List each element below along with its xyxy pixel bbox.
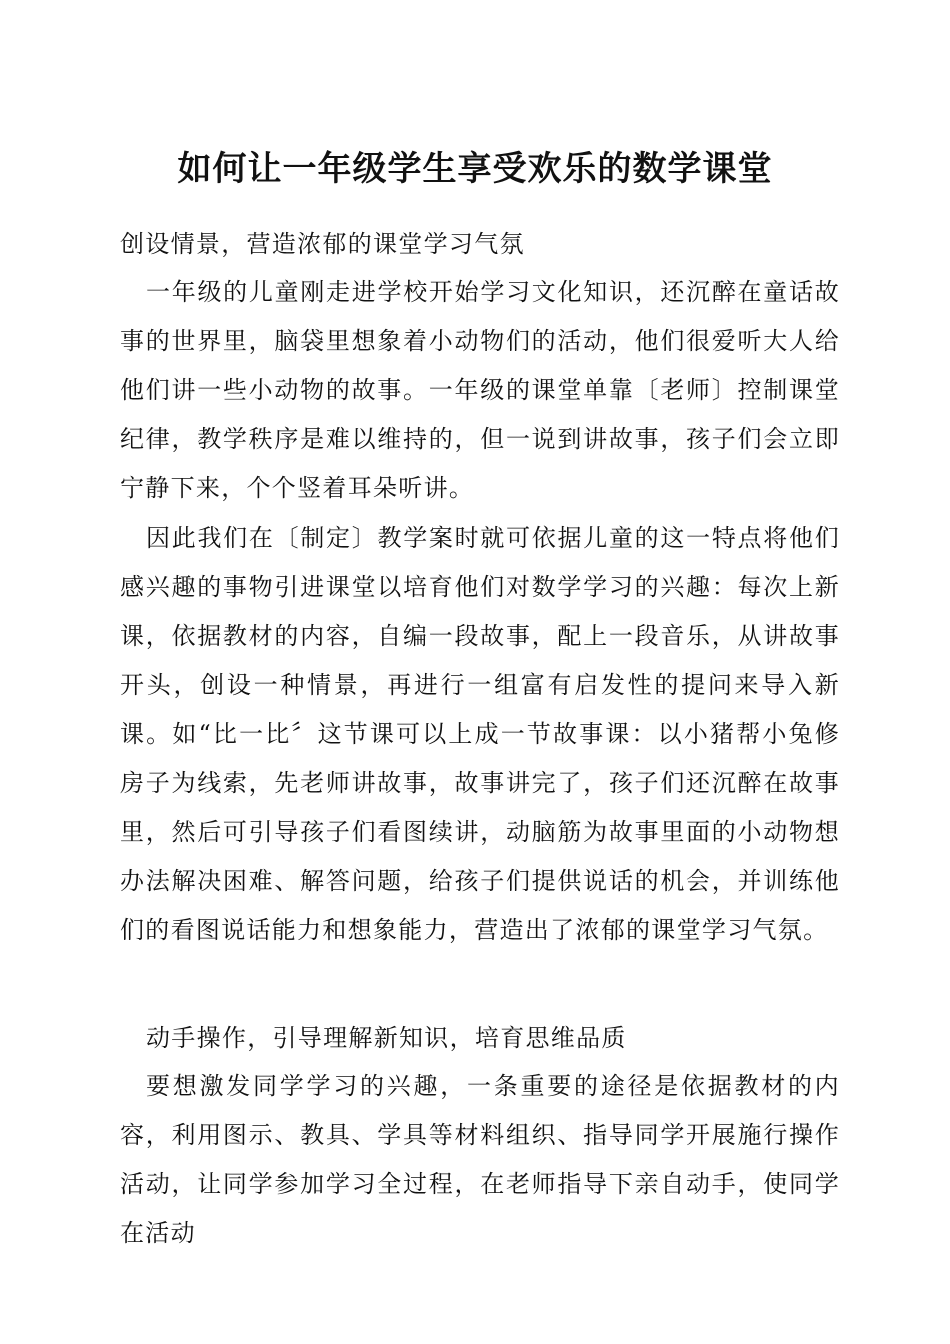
- paragraph-lesson-design: 因此我们在〔制定〕教学案时就可依据儿童的这一特点将他们感兴趣的事物引进课堂以培育他们对数学学习的兴趣：每次上新课，依据教材的内容，自编一段故事，配上一段音乐，从讲故事开头，创设一种情景，再进行一组富有启发性的提问来导入新课。如“比一比〞这节课可以上成一节故事课：以小猪帮小兔修房子为线索，先老师讲故事，故事讲完了，孩子们还沉醉在故事里，然后可引导孩子们看图续讲，动脑筋为故事里面的小动物想办法解决困难、解答问题，给孩子们提供说话的机会，并训练他们的看图说话能力和想象能力，营造出了浓郁的课堂学习气氛。: [120, 524, 840, 944]
- paragraph-hands-on-activities: 要想激发同学学习的兴趣，一条重要的途径是依据教材的内容，利用图示、教具、学具等材料组织、指导同学开展施行操作活动，让同学参加学习全过程，在老师指导下亲自动手，使同学在活动: [120, 1072, 840, 1247]
- paragraph-story-world: 一年级的儿童刚走进学校开始学习文化知识，还沉醉在童话故事的世界里，脑袋里想象着小动物们的活动，他们很爱听大人给他们讲一些小动物的故事。一年级的课堂单靠〔老师〕控制课堂纪律，教学秩序是难以维持的，但一说到讲故事，孩子们会立即宁静下来，个个竖着耳朵听讲。: [120, 278, 840, 502]
- section-heading-hands-on: 动手操作，引导理解新知识，培育思维品质: [146, 1024, 627, 1052]
- document-title: 如何让一年级学生享受欢乐的数学课堂: [177, 149, 773, 189]
- section-heading-situation: 创设情景，营造浓郁的课堂学习气氛: [120, 230, 525, 258]
